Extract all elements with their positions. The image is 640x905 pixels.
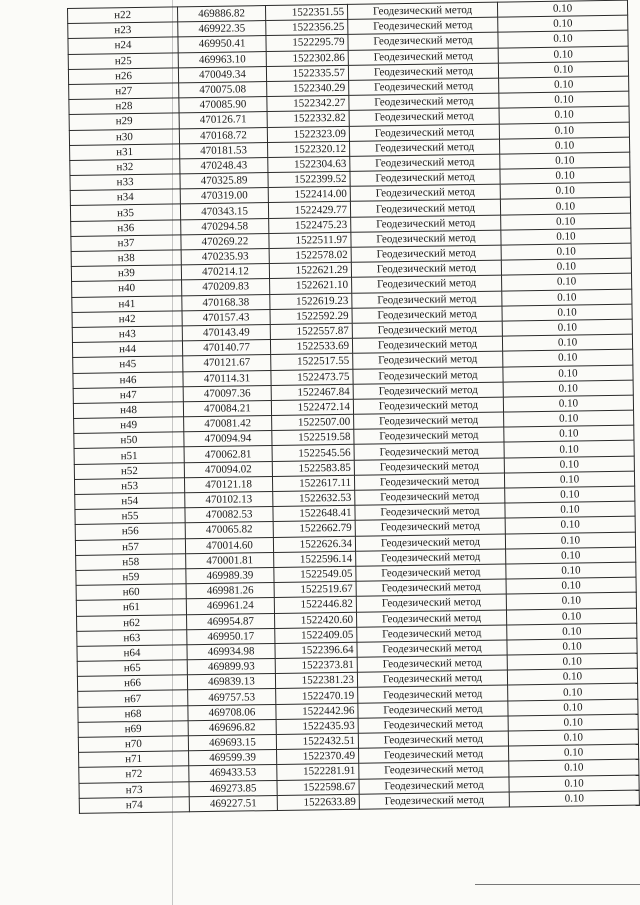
accuracy-cell: 0.10 — [503, 395, 633, 412]
x-coordinate-cell: 469950.17 — [187, 628, 275, 644]
point-name-cell: н28 — [69, 98, 179, 115]
y-coordinate-cell: 1522432.51 — [276, 733, 358, 749]
point-name-cell: н48 — [73, 402, 183, 419]
point-name-cell: н34 — [70, 189, 180, 206]
x-coordinate-cell: 469839.13 — [187, 674, 275, 690]
x-coordinate-cell: 469922.35 — [178, 21, 266, 37]
y-coordinate-cell: 1522617.11 — [272, 475, 354, 491]
x-coordinate-cell: 470181.53 — [180, 142, 268, 158]
x-coordinate-cell: 469696.82 — [188, 719, 276, 735]
method-cell: Геодезический метод — [348, 32, 498, 49]
y-coordinate-cell: 1522342.27 — [267, 95, 349, 111]
accuracy-cell: 0.10 — [499, 122, 629, 139]
x-coordinate-cell: 470121.18 — [184, 476, 272, 492]
y-coordinate-cell: 1522475.23 — [269, 217, 351, 233]
method-cell: Геодезический метод — [349, 93, 499, 110]
point-name-cell: н22 — [68, 7, 178, 24]
point-name-cell: н50 — [74, 432, 184, 449]
method-cell: Геодезический метод — [358, 685, 508, 702]
x-coordinate-cell: 470157.43 — [182, 309, 270, 325]
method-cell: Геодезический метод — [349, 78, 499, 95]
method-cell: Геодезический метод — [352, 306, 502, 323]
bottom-rule-line — [475, 884, 640, 885]
x-coordinate-cell: 470319.00 — [180, 188, 268, 204]
accuracy-cell: 0.10 — [502, 289, 632, 306]
accuracy-cell: 0.10 — [499, 137, 629, 154]
method-cell: Геодезический метод — [356, 610, 506, 627]
accuracy-cell: 0.10 — [504, 471, 634, 488]
x-coordinate-cell: 470094.02 — [184, 461, 272, 477]
accuracy-cell: 0.10 — [502, 334, 632, 351]
x-coordinate-cell: 469273.85 — [189, 780, 277, 796]
point-name-cell: н47 — [73, 387, 183, 404]
point-name-cell: н57 — [75, 538, 185, 555]
accuracy-cell: 0.10 — [499, 76, 629, 93]
y-coordinate-cell: 1522621.29 — [269, 262, 351, 278]
x-coordinate-cell: 469934.98 — [187, 643, 275, 659]
y-coordinate-cell: 1522442.96 — [276, 703, 358, 719]
y-coordinate-cell: 1522420.60 — [274, 612, 356, 628]
y-coordinate-cell: 1522549.05 — [274, 566, 356, 582]
accuracy-cell: 0.10 — [507, 668, 637, 685]
method-cell: Геодезический метод — [351, 230, 501, 247]
point-name-cell: н39 — [71, 265, 181, 282]
accuracy-cell: 0.10 — [506, 547, 636, 564]
accuracy-cell: 0.10 — [501, 243, 631, 260]
accuracy-cell: 0.10 — [500, 198, 630, 215]
coordinates-table — [67, 0, 640, 814]
point-name-cell: н36 — [71, 219, 181, 236]
y-coordinate-cell: 1522429.77 — [268, 202, 350, 218]
point-name-cell: н72 — [79, 766, 189, 783]
x-coordinate-cell: 470102.13 — [185, 492, 273, 508]
y-coordinate-cell: 1522332.82 — [267, 111, 349, 127]
x-coordinate-cell: 470085.90 — [179, 97, 267, 113]
x-coordinate-cell: 469954.87 — [187, 613, 275, 629]
x-coordinate-cell: 469981.26 — [186, 583, 274, 599]
point-name-cell: н31 — [70, 144, 180, 161]
point-name-cell: н58 — [76, 554, 186, 571]
accuracy-cell: 0.10 — [501, 258, 631, 275]
y-coordinate-cell: 1522533.69 — [270, 338, 352, 354]
point-name-cell: н59 — [76, 569, 186, 586]
method-cell: Геодезический метод — [350, 184, 500, 201]
y-coordinate-cell: 1522373.81 — [275, 657, 357, 673]
coordinates-table-body — [68, 0, 640, 813]
y-coordinate-cell: 1522545.56 — [272, 445, 354, 461]
coordinates-sheet — [67, 0, 640, 858]
method-cell: Геодезический метод — [347, 2, 497, 19]
accuracy-cell: 0.10 — [508, 714, 638, 731]
y-coordinate-cell: 1522557.87 — [270, 323, 352, 339]
y-coordinate-cell: 1522662.79 — [273, 521, 355, 537]
method-cell: Геодезический метод — [350, 169, 500, 186]
point-name-cell: н25 — [68, 52, 178, 69]
point-name-cell: н44 — [72, 341, 182, 358]
accuracy-cell: 0.10 — [502, 319, 632, 336]
y-coordinate-cell: 1522519.58 — [272, 430, 354, 446]
accuracy-cell: 0.10 — [498, 31, 628, 48]
point-name-cell: н37 — [71, 235, 181, 252]
point-name-cell: н71 — [79, 751, 189, 768]
y-coordinate-cell: 1522356.25 — [266, 20, 348, 36]
x-coordinate-cell: 470097.36 — [183, 385, 271, 401]
point-name-cell: н64 — [77, 645, 187, 662]
method-cell: Геодезический метод — [359, 746, 509, 763]
y-coordinate-cell: 1522409.05 — [275, 627, 357, 643]
point-name-cell: н74 — [79, 797, 189, 814]
method-cell: Геодезический метод — [357, 670, 507, 687]
point-name-cell: н52 — [74, 462, 184, 479]
point-name-cell: н38 — [71, 250, 181, 267]
accuracy-cell: 0.10 — [505, 517, 635, 534]
y-coordinate-cell: 1522381.23 — [275, 673, 357, 689]
x-coordinate-cell: 469693.15 — [188, 734, 276, 750]
method-cell: Геодезический метод — [354, 443, 504, 460]
y-coordinate-cell: 1522592.29 — [270, 308, 352, 324]
x-coordinate-cell: 469963.10 — [178, 51, 266, 67]
method-cell: Геодезический метод — [350, 200, 500, 217]
accuracy-cell: 0.10 — [503, 365, 633, 382]
accuracy-cell: 0.10 — [499, 91, 629, 108]
point-name-cell: н45 — [73, 356, 183, 373]
y-coordinate-cell: 1522370.49 — [277, 748, 359, 764]
method-cell: Геодезический метод — [354, 427, 504, 444]
y-coordinate-cell: 1522470.19 — [276, 688, 358, 704]
x-coordinate-cell: 470143.49 — [182, 324, 270, 340]
point-name-cell: н32 — [70, 159, 180, 176]
accuracy-cell: 0.10 — [507, 638, 637, 655]
method-cell: Геодезический метод — [359, 777, 509, 794]
accuracy-cell: 0.10 — [509, 775, 639, 792]
point-name-cell: н27 — [69, 83, 179, 100]
accuracy-cell: 0.10 — [500, 182, 630, 199]
accuracy-cell: 0.10 — [509, 790, 639, 807]
accuracy-cell: 0.10 — [504, 425, 634, 442]
point-name-cell: н65 — [77, 660, 187, 677]
y-coordinate-cell: 1522323.09 — [267, 126, 349, 142]
method-cell: Геодезический метод — [348, 48, 498, 65]
x-coordinate-cell: 469599.39 — [189, 750, 277, 766]
method-cell: Геодезический метод — [349, 108, 499, 125]
method-cell: Геодезический метод — [353, 351, 503, 368]
method-cell: Геодезический метод — [349, 124, 499, 141]
method-cell: Геодезический метод — [353, 367, 503, 384]
method-cell: Геодезический метод — [354, 473, 504, 490]
y-coordinate-cell: 1522632.53 — [273, 490, 355, 506]
accuracy-cell: 0.10 — [498, 15, 628, 32]
x-coordinate-cell: 470075.08 — [179, 81, 267, 97]
x-coordinate-cell: 469989.39 — [186, 567, 274, 583]
y-coordinate-cell: 1522648.41 — [273, 505, 355, 521]
method-cell: Геодезический метод — [355, 518, 505, 535]
method-cell: Геодезический метод — [352, 275, 502, 292]
accuracy-cell: 0.10 — [506, 608, 636, 625]
y-coordinate-cell: 1522281.91 — [277, 764, 359, 780]
x-coordinate-cell: 470084.21 — [183, 400, 271, 416]
method-cell: Геодезический метод — [355, 503, 505, 520]
x-coordinate-cell: 470049.34 — [178, 66, 266, 82]
accuracy-cell: 0.10 — [501, 228, 631, 245]
x-coordinate-cell: 470235.93 — [181, 249, 269, 265]
x-coordinate-cell: 470269.22 — [181, 233, 269, 249]
method-cell: Геодезический метод — [350, 139, 500, 156]
method-cell: Геодезический метод — [355, 534, 505, 551]
point-name-cell: н49 — [74, 417, 184, 434]
point-name-cell: н24 — [68, 37, 178, 54]
y-coordinate-cell: 1522304.63 — [268, 156, 350, 172]
method-cell: Геодезический метод — [357, 640, 507, 657]
point-name-cell: н23 — [68, 22, 178, 39]
method-cell: Геодезический метод — [352, 336, 502, 353]
method-cell: Геодезический метод — [356, 549, 506, 566]
method-cell: Геодезический метод — [350, 154, 500, 171]
accuracy-cell: 0.10 — [505, 501, 635, 518]
accuracy-cell: 0.10 — [502, 304, 632, 321]
point-name-cell: н62 — [77, 614, 187, 631]
accuracy-cell: 0.10 — [500, 152, 630, 169]
accuracy-cell: 0.10 — [508, 729, 638, 746]
point-name-cell: н61 — [76, 599, 186, 616]
x-coordinate-cell: 470065.82 — [185, 522, 273, 538]
y-coordinate-cell: 1522621.10 — [270, 278, 352, 294]
y-coordinate-cell: 1522519.67 — [274, 581, 356, 597]
accuracy-cell: 0.10 — [508, 684, 638, 701]
method-cell: Геодезический метод — [348, 17, 498, 34]
x-coordinate-cell: 469899.93 — [187, 659, 275, 675]
y-coordinate-cell: 1522619.23 — [270, 293, 352, 309]
method-cell: Геодезический метод — [352, 291, 502, 308]
x-coordinate-cell: 469950.41 — [178, 36, 266, 52]
point-name-cell: н46 — [73, 371, 183, 388]
y-coordinate-cell: 1522633.89 — [277, 794, 359, 810]
y-coordinate-cell: 1522302.86 — [266, 50, 348, 66]
x-coordinate-cell: 470140.77 — [182, 340, 270, 356]
accuracy-cell: 0.10 — [503, 380, 633, 397]
accuracy-cell: 0.10 — [507, 623, 637, 640]
point-name-cell: н66 — [77, 675, 187, 692]
y-coordinate-cell: 1522598.67 — [277, 779, 359, 795]
point-name-cell: н35 — [70, 204, 180, 221]
method-cell: Геодезический метод — [359, 761, 509, 778]
method-cell: Геодезический метод — [351, 215, 501, 232]
method-cell: Геодезический метод — [357, 625, 507, 642]
x-coordinate-cell: 470114.31 — [183, 370, 271, 386]
x-coordinate-cell: 470121.67 — [183, 355, 271, 371]
x-coordinate-cell: 469961.24 — [186, 598, 274, 614]
y-coordinate-cell: 1522295.79 — [266, 35, 348, 51]
y-coordinate-cell: 1522351.55 — [265, 4, 347, 20]
point-name-cell: н69 — [78, 721, 188, 738]
accuracy-cell: 0.10 — [506, 562, 636, 579]
method-cell: Геодезический метод — [357, 655, 507, 672]
y-coordinate-cell: 1522517.55 — [271, 354, 353, 370]
accuracy-cell: 0.10 — [505, 486, 635, 503]
y-coordinate-cell: 1522414.00 — [268, 187, 350, 203]
accuracy-cell: 0.10 — [503, 349, 633, 366]
y-coordinate-cell: 1522511.97 — [269, 232, 351, 248]
accuracy-cell: 0.10 — [498, 46, 628, 63]
point-name-cell: н42 — [72, 311, 182, 328]
y-coordinate-cell: 1522335.57 — [266, 65, 348, 81]
point-name-cell: н63 — [77, 629, 187, 646]
x-coordinate-cell: 470081.42 — [184, 416, 272, 432]
point-name-cell: н55 — [75, 508, 185, 525]
accuracy-cell: 0.10 — [500, 167, 630, 184]
x-coordinate-cell: 470014.60 — [185, 537, 273, 553]
point-name-cell: н26 — [68, 68, 178, 85]
accuracy-cell: 0.10 — [501, 213, 631, 230]
point-name-cell: н40 — [72, 280, 182, 297]
x-coordinate-cell: 470062.81 — [184, 446, 272, 462]
x-coordinate-cell: 469886.82 — [177, 6, 265, 22]
point-name-cell: н68 — [78, 705, 188, 722]
method-cell: Геодезический метод — [348, 63, 498, 80]
y-coordinate-cell: 1522399.52 — [268, 171, 350, 187]
method-cell: Геодезический метод — [355, 488, 505, 505]
method-cell: Геодезический метод — [354, 412, 504, 429]
point-name-cell: н73 — [79, 781, 189, 798]
accuracy-cell: 0.10 — [504, 410, 634, 427]
point-name-cell: н56 — [75, 523, 185, 540]
x-coordinate-cell: 470094.94 — [184, 431, 272, 447]
x-coordinate-cell: 470082.53 — [185, 507, 273, 523]
accuracy-cell: 0.10 — [506, 577, 636, 594]
method-cell: Геодезический метод — [358, 731, 508, 748]
x-coordinate-cell: 470343.15 — [180, 203, 268, 219]
accuracy-cell: 0.10 — [504, 456, 634, 473]
point-name-cell: н43 — [72, 326, 182, 343]
accuracy-cell: 0.10 — [508, 744, 638, 761]
x-coordinate-cell: 470294.58 — [181, 218, 269, 234]
point-name-cell: н41 — [72, 295, 182, 312]
y-coordinate-cell: 1522320.12 — [268, 141, 350, 157]
point-name-cell: н67 — [78, 690, 188, 707]
method-cell: Геодезический метод — [354, 458, 504, 475]
method-cell: Геодезический метод — [358, 716, 508, 733]
method-cell: Геодезический метод — [358, 701, 508, 718]
x-coordinate-cell: 469708.06 — [188, 704, 276, 720]
x-coordinate-cell: 470209.83 — [182, 279, 270, 295]
y-coordinate-cell: 1522435.93 — [276, 718, 358, 734]
point-name-cell: н70 — [78, 736, 188, 753]
x-coordinate-cell: 470168.72 — [179, 127, 267, 143]
method-cell: Геодезический метод — [353, 397, 503, 414]
y-coordinate-cell: 1522626.34 — [273, 536, 355, 552]
method-cell: Геодезический метод — [352, 321, 502, 338]
accuracy-cell: 0.10 — [508, 699, 638, 716]
point-name-cell: н29 — [69, 113, 179, 130]
accuracy-cell: 0.10 — [497, 0, 627, 17]
x-coordinate-cell: 469227.51 — [189, 795, 277, 811]
y-coordinate-cell: 1522578.02 — [269, 247, 351, 263]
x-coordinate-cell: 470248.43 — [180, 157, 268, 173]
x-coordinate-cell: 469757.53 — [188, 689, 276, 705]
x-coordinate-cell: 470214.12 — [181, 264, 269, 280]
accuracy-cell: 0.10 — [507, 653, 637, 670]
y-coordinate-cell: 1522583.85 — [272, 460, 354, 476]
x-coordinate-cell: 470168.38 — [182, 294, 270, 310]
point-name-cell: н30 — [69, 128, 179, 145]
point-name-cell: н60 — [76, 584, 186, 601]
accuracy-cell: 0.10 — [498, 61, 628, 78]
y-coordinate-cell: 1522596.14 — [274, 551, 356, 567]
x-coordinate-cell: 470001.81 — [186, 552, 274, 568]
point-name-cell: н54 — [75, 493, 185, 510]
accuracy-cell: 0.10 — [502, 274, 632, 291]
x-coordinate-cell: 470325.89 — [180, 173, 268, 189]
method-cell: Геодезический метод — [356, 594, 506, 611]
accuracy-cell: 0.10 — [499, 106, 629, 123]
y-coordinate-cell: 1522473.75 — [271, 369, 353, 385]
accuracy-cell: 0.10 — [505, 532, 635, 549]
y-coordinate-cell: 1522507.00 — [272, 414, 354, 430]
point-name-cell: н51 — [74, 447, 184, 464]
method-cell: Геодезический метод — [351, 260, 501, 277]
y-coordinate-cell: 1522472.14 — [271, 399, 353, 415]
y-coordinate-cell: 1522446.82 — [274, 597, 356, 613]
accuracy-cell: 0.10 — [504, 441, 634, 458]
accuracy-cell: 0.10 — [506, 592, 636, 609]
method-cell: Геодезический метод — [359, 792, 509, 809]
y-coordinate-cell: 1522467.84 — [271, 384, 353, 400]
method-cell: Геодезический метод — [351, 245, 501, 262]
point-name-cell: н53 — [74, 478, 184, 495]
x-coordinate-cell: 469433.53 — [189, 765, 277, 781]
method-cell: Геодезический метод — [353, 382, 503, 399]
accuracy-cell: 0.10 — [509, 759, 639, 776]
x-coordinate-cell: 470126.71 — [179, 112, 267, 128]
y-coordinate-cell: 1522396.64 — [275, 642, 357, 658]
method-cell: Геодезический метод — [356, 564, 506, 581]
method-cell: Геодезический метод — [356, 579, 506, 596]
point-name-cell: н33 — [70, 174, 180, 191]
y-coordinate-cell: 1522340.29 — [267, 80, 349, 96]
